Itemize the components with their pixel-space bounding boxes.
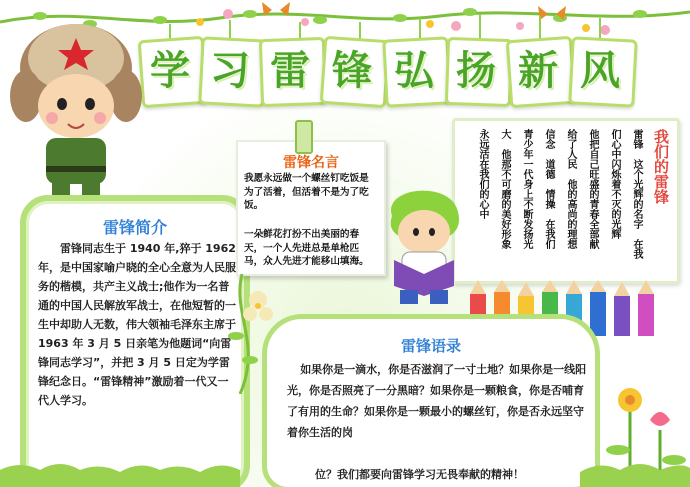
intro-panel — [20, 195, 250, 487]
title-char: 学 — [150, 47, 190, 94]
paper-clip-icon — [295, 120, 313, 154]
title-char: 习 — [210, 47, 250, 94]
vertical-text-column: 信念 道德 情操 在我们 — [543, 129, 554, 249]
soldier-illustration — [6, 18, 146, 218]
title-char: 雷 — [270, 47, 310, 94]
vertical-text-column: 青少年一代身上不断发扬光 — [521, 129, 532, 249]
vertical-text-column: 永远活在我们的心中 — [477, 129, 488, 219]
our-leifeng-panel — [452, 118, 680, 284]
title-char: 风 — [580, 47, 620, 94]
intro-body: 雷锋同志生于 1940 年,猝于 1962 年，是中国家喻户晓的全心全意为人民服务的楷模，共产主义战士;他作为一名普通的中国人民解放军战士，在他短暂的一生中却助人无数，伟大领袖毛泽东主席于 1963 年 3 月 5 日亲笔为他题词“向雷锋同志学习”，并把 3 月 5 日定为学雷锋纪念日。“雷锋精神”激励着一代又一代人学习。 — [38, 242, 236, 407]
quote-text: 我愿永远做一个螺丝钉吃饭是为了活着，但活着不是为了吃饭。 — [244, 173, 369, 211]
quotes-heading: 雷锋名言 — [283, 155, 339, 171]
boy-reading-illustration — [372, 186, 472, 306]
title-char: 扬 — [456, 47, 496, 94]
sayings-closing-line: 位？我们都要向雷锋学习无畏奉献的精神！ — [315, 468, 524, 481]
vertical-text-column: 给了人民 他的高尚的理想 — [565, 129, 576, 249]
vertical-text-column: 们心中闪烁着不灭的光辉 — [609, 129, 620, 239]
title-char: 新 — [518, 47, 558, 94]
vertical-text-column: 雷锋 这个光辉的名字 在我 — [631, 129, 642, 259]
vertical-text-column: 大 他那不可磨的美好形象 — [499, 129, 510, 249]
sayings-body: 如果你是一滴水，你是否滋润了一寸土地？如果你是一线阳光，你是否照亮了一分黑暗？如果你是一颗粮食，你是否哺育了有用的生命？如果你是一颗最小的螺丝钉，你是否永远坚守着你生活的岗 — [287, 363, 587, 439]
vertical-text-column: 他把自己旺盛的青春全部献 — [587, 129, 598, 249]
quote-text: 一朵鲜花打扮不出美丽的春天，一个人先进总是单枪匹马，众人先进才能移山填海。 — [244, 229, 369, 267]
title-char: 锋 — [332, 47, 372, 94]
title-char: 弘 — [394, 47, 434, 94]
grass-decoration — [0, 452, 690, 487]
quotes-card — [236, 140, 386, 276]
our-leifeng-title: 我们的雷锋 — [652, 129, 670, 204]
intro-heading: 雷锋简介 — [102, 218, 167, 237]
sayings-heading: 雷锋语录 — [400, 337, 461, 355]
